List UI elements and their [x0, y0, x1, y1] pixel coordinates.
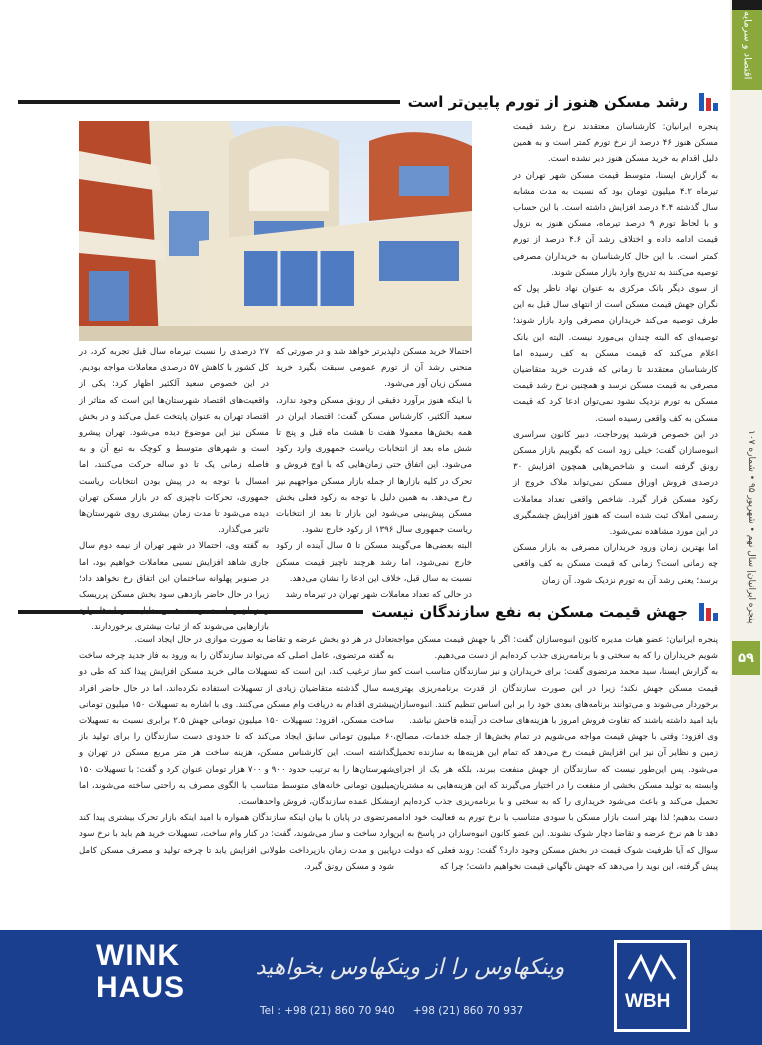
paragraph: تعادل در هر دو بخش عرضه و تقاضا به صورت موازی در حال ایجاد است.	[134, 635, 394, 645]
article2-column-right	[393, 632, 718, 922]
paragraph: پنجره ایرانیان: کارشناسان معتقدند نرخ رشد قیمت مسکن هنوز ۴۶ درصد از نرخ تورم کمتر است و به همین دلیل اقدام به خرید مسکن هنوز دیر نشده است.	[513, 122, 718, 165]
paragraph: به گزارش ایسنا، سید محمد مرتضوی گفت: برای خریداران و نیز سازندگان مناسب است که قیمت مسکن جهش نکند؛ زیرا در این صورت سازندگان از قدرت برنامه‌ریزی بهتری برخوردار می‌شوند و می‌توانند برنامه‌های بعدی خود را بر این اساس تنظیم کنند. انبوه‌سازان باید امید داشته باشند که تفاوت فروش امروز با هزینه‌های ساخت در آینده فاحش نباشد.	[393, 667, 718, 727]
article2-column-left	[79, 632, 394, 922]
paragraph: البته بعضی‌ها می‌گویند مسکن تا ۵ سال آینده از رکود خارج نمی‌شود، اما رشد هرچند ناچیز قیمت مسکن نسبت به سال قبل، خلاف این ادعا را نشان می‌دهد.	[276, 541, 473, 584]
headline-rule	[18, 610, 363, 614]
paragraph: وی افزود: وقتی با جهش قیمت مواجه می‌شویم در تمام بخش‌ها از جمله خدمات، مصالح، زمین و نظایر آن نیز این افزایش قیمت رخ می‌دهد که تمام این هزینه‌ها به سازنده تحمیل می‌شود. پس این‌طور نیست که سازندگان از جهش منفعت ببرند، بلکه هر یک از اجزای وابسته به تولید مسکن بخشی از منفعت را در اختیار می‌گیرند که این هزینه‌هایی به مشتریان تحمیل می‌کند و باعث می‌شود خریداری را که به سختی و با برنامه‌ریزی جذب کرده‌ایم از دست بدهیم؛ لذا بهتر است بازار مسکن با سودی متناسب با نرخ تورم به فعالیت خود ادامه دهد تا هم نرخ عرضه و تقاضا دچار شوک نشوند. این عضو کانون انبوه‌سازان در پاسخ به این سوال که آیا ظرفیت شوک قیمت در بخش مسکن وجود دارد؟ گفت: روند فعلی که دولت در پیش گرفته، این نوید را می‌دهد که جهش ناگهانی قیمت نخواهیم داشت؛ چرا که	[393, 732, 718, 872]
wbh-mark-icon	[627, 953, 677, 981]
bar-chart-icon	[696, 603, 718, 621]
ad-phone-numbers	[260, 1005, 524, 1023]
ad-slogan	[230, 942, 590, 992]
paragraph: از سوی دیگر بانک مرکزی به عنوان نهاد ناظر پول که نگران جهش قیمت مسکن است از انتهای سال قبل به این طرف توصیه می‌کند خریداران مصرفی وارد بازار شوند؛ توصیه‌ای که البته چندان بی‌مورد نیست. البته این بانک اعلام می‌کند که قیمت مسکن به کف رسیده اما کارشناسان معتقدند تا زمانی که قدرت خرید متقاضیان مصرفی به قیمت مسکن نرسد و همچنین نرخ رشد قیمت مسکن به تورم نزدیک نشود نمی‌توان ادعا کرد که قیمت مسکن به کف واقعی رسیده است.	[513, 284, 718, 424]
wbh-text: WBH	[625, 991, 671, 1012]
headline-rule	[18, 100, 400, 104]
running-head: پنجره ایرانیان| سال نهم • شهریور ۹۵ • شماره ۱۰۷	[746, 430, 756, 624]
ad-slogan-text: وینکهاوس را از وینکهاوس بخواهید	[255, 954, 565, 980]
building-photo	[79, 121, 472, 341]
article1-title: رشد مسکن هنوز از تورم پایین‌تر است	[407, 93, 688, 111]
paragraph: ۲۷ درصدی را نسبت تیرماه سال قبل تجربه کرد، در کل کشور با کاهش ۵۷ درصدی معاملات مواجه بودیم. در این خصوص سعید آلکثیر اظهار کرد: یکی از واقعیت‌های اقتصاد شهرستان‌ها این است که متاثر از اقتصاد تهران به عنوان پایتخت عمل می‌کند و در بخش مسکن نیز این موضوع دیده می‌شود. تهران پیشرو است و شهرهای متوسط و کوچک به تبع آن و به فاصله زمانی یک تا دو ساله حرکت می‌کنند، اما امسال با توجه به در پیش بودن انتخابات ریاست جمهوری، تحرکات ناچیزی که در بازار مسکن تهران دیده می‌شود تا مدت زمان بیشتری روی شهرستان‌ها تاثیر می‌گذارد.	[79, 347, 269, 536]
logo-line2: HAUS	[96, 971, 186, 1004]
section-tab-cap	[732, 0, 762, 10]
section-tab-label: اقتصاد و سرمایه	[741, 10, 753, 80]
bar-chart-icon	[696, 93, 718, 111]
article1-column-right	[513, 119, 718, 597]
article2-title: جهش قیمت مسکن به نفع سازندگان نیست	[371, 603, 688, 621]
article2-headline	[18, 603, 718, 621]
article1-headline	[18, 93, 718, 111]
paragraph: پنجره ایرانیان: عضو هیات مدیره کانون انبوه‌سازان گفت: اگر با جهش قیمت مسکن مواجه شویم خریداران را که به سختی و با برنامه‌ریزی جذب کرده‌ایم از دست می‌دهیم.	[393, 635, 718, 662]
section-tab	[732, 0, 762, 90]
paragraph: مرتضوی در پایان با بیان اینکه سازندگان همواره با امید اینکه بازار تحرک بیشتری پیدا کند وارد ساخت و ساز می‌شوند، گفت: در کنار وام ساخت، تسهیلات خرید هم باید با نرخ سود پایین و مدت زمان بازپرداخت طولانی افزایش یابد تا چرخه تولید و مصرف مسکن کامل شود و مسکن رونق گیرد.	[79, 813, 394, 872]
paragraph: به گزارش ایسنا، متوسط قیمت مسکن شهر تهران در تیرماه ۴.۲ میلیون تومان بود که نسبت به مدت مشابه سال گذشته ۴.۴ درصد افزایش داشته است. با این حساب و با لحاظ تورم ۹ درصد تیرماه، مسکن هنوز به نزول قیمت ادامه داده و اختلاف رشد آن ۴.۶ درصد از تورم کمتر است. با این حال کارشناسان به خریداران مصرفی توصیه می‌کنند به تدریج وارد بازار مسکن شوند.	[513, 170, 719, 278]
paragraph: احتمالا خرید مسکن دلپذیرتر خواهد شد و در صورتی که منحنی رشد آن از تورم عمومی سبقت بگیرد خرید مسکن زیان آور می‌شود.	[276, 347, 472, 390]
phone-1: Tel : +98 (21) 860 70 940	[260, 1005, 395, 1017]
logo-line1: WINK	[96, 939, 180, 972]
winkhaus-logo	[96, 940, 186, 1032]
paragraph: به گفته وی، احتمالا در شهر تهران از نیمه دوم سال جاری شاهد افزایش نسبی معاملات خواهیم بود، اما در صنوبر پهلوانه ساختمان این اتفاق رخ نخواهد داد؛ زیرا در حال حاضر بازدهی سود بخش مسکن پرریسک بازارهایی می‌شوند که از ثبات بیشتری برخوردارند.	[79, 541, 269, 633]
wbh-logo	[614, 940, 690, 1032]
paragraph: در حالی که تعداد معاملات شهر تهران در تیرماه رشد	[285, 590, 472, 601]
paragraph: در این خصوص فرشید پورحاجت، دبیر کانون سراسری انبوه‌سازان گفت: خیلی زود است که بگوییم بازار مسکن رونق گرفته است و شاخص‌هایی همچون افزایش ۳۰ درصدی فروش اوراق مسکن نمی‌تواند ملاک خروج از رکود مسکن قرار گیرد. شاخص واقعی تعداد معاملات رسمی املاک ثبت شده است که هنوز افزایش چشمگیری در این مورد مشاهده نمی‌شود.	[513, 429, 718, 538]
paragraph: اما بهترین زمان ورود خریداران مصرفی به بازار مسکن چه زمانی است؟ زمانی که قیمت مسکن به کف واقعی برسد؛ یعنی رشد آن به تورم نزدیک شود. آن زمان	[513, 543, 718, 586]
article1-column-left	[79, 344, 269, 633]
paragraph: با اینکه هنوز برآورد دقیقی از رونق مسکن وجود ندارد، سعید آلکثیر، کارشناس مسکن گفت: اقتصاد ایران در همه بخش‌ها معمولا هفت تا هشت ماه قبل و پنج تا شش ماه بعد از انتخابات ریاست جمهوری وارد رکود می‌شود. این اتفاق حتی زمان‌هایی که با اوج فروش و تحرک در کلیه بازارها از جمله بازار مسکن مواجهیم نیز رخ می‌دهد. به همین دلیل با توجه به رکود فعلی بخش مسکن پیش‌بینی می‌شود این بازار تا بعد از انتخابات ریاست جمهوری سال ۱۳۹۶ از رکود خارج نشود.	[276, 395, 472, 536]
article1-column-middle	[276, 344, 473, 601]
page-number: ۵۹	[732, 641, 760, 675]
phone-2: +98 (21) 860 70 937	[412, 1005, 524, 1017]
paragraph: به گفته مرتضوی، عامل اصلی که می‌تواند سازندگان را به ورود به فاز جدید چرخه ساخت و ساز ترغیب کند، این است که تسهیلات مالی خرید مسکن افزایش پیدا کند که طی دو سه سال گذشته متقاضیان زیادی از تسهیلات استفاده نکرده‌اند، اما در حال حاضر افراد بیشتری اقدام به دریافت وام مسکن می‌کنند. وی با اشاره به تسهیلات ۱۵۰ میلیون تومانی ساخت مسکن، افزود: تسهیلات ۱۵۰ میلیون تومانی جهش ۲.۵ برابری نسبت به تسهیلات ۶۰ میلیون تومانی سابق ایجاد می‌کند که تا حدودی دست سازندگان را برای تولید باز گذاشته است. این کارشناس مسکن، هزینه ساخت هر متر مربع مسکن در تهران و شهرستان‌ها را به ترتیب حدود ۹۰۰ و ۷۰۰ هزار تومان عنوان کرد و گفت: با تسهیلات ۱۵۰ میلیون تومانی خانه‌های متوسط متناسب با الگوی مصرف به راحتی ساخته می‌شوند، اما مشکل عمده سازندگان، فروش واحدهاست.	[79, 651, 394, 808]
